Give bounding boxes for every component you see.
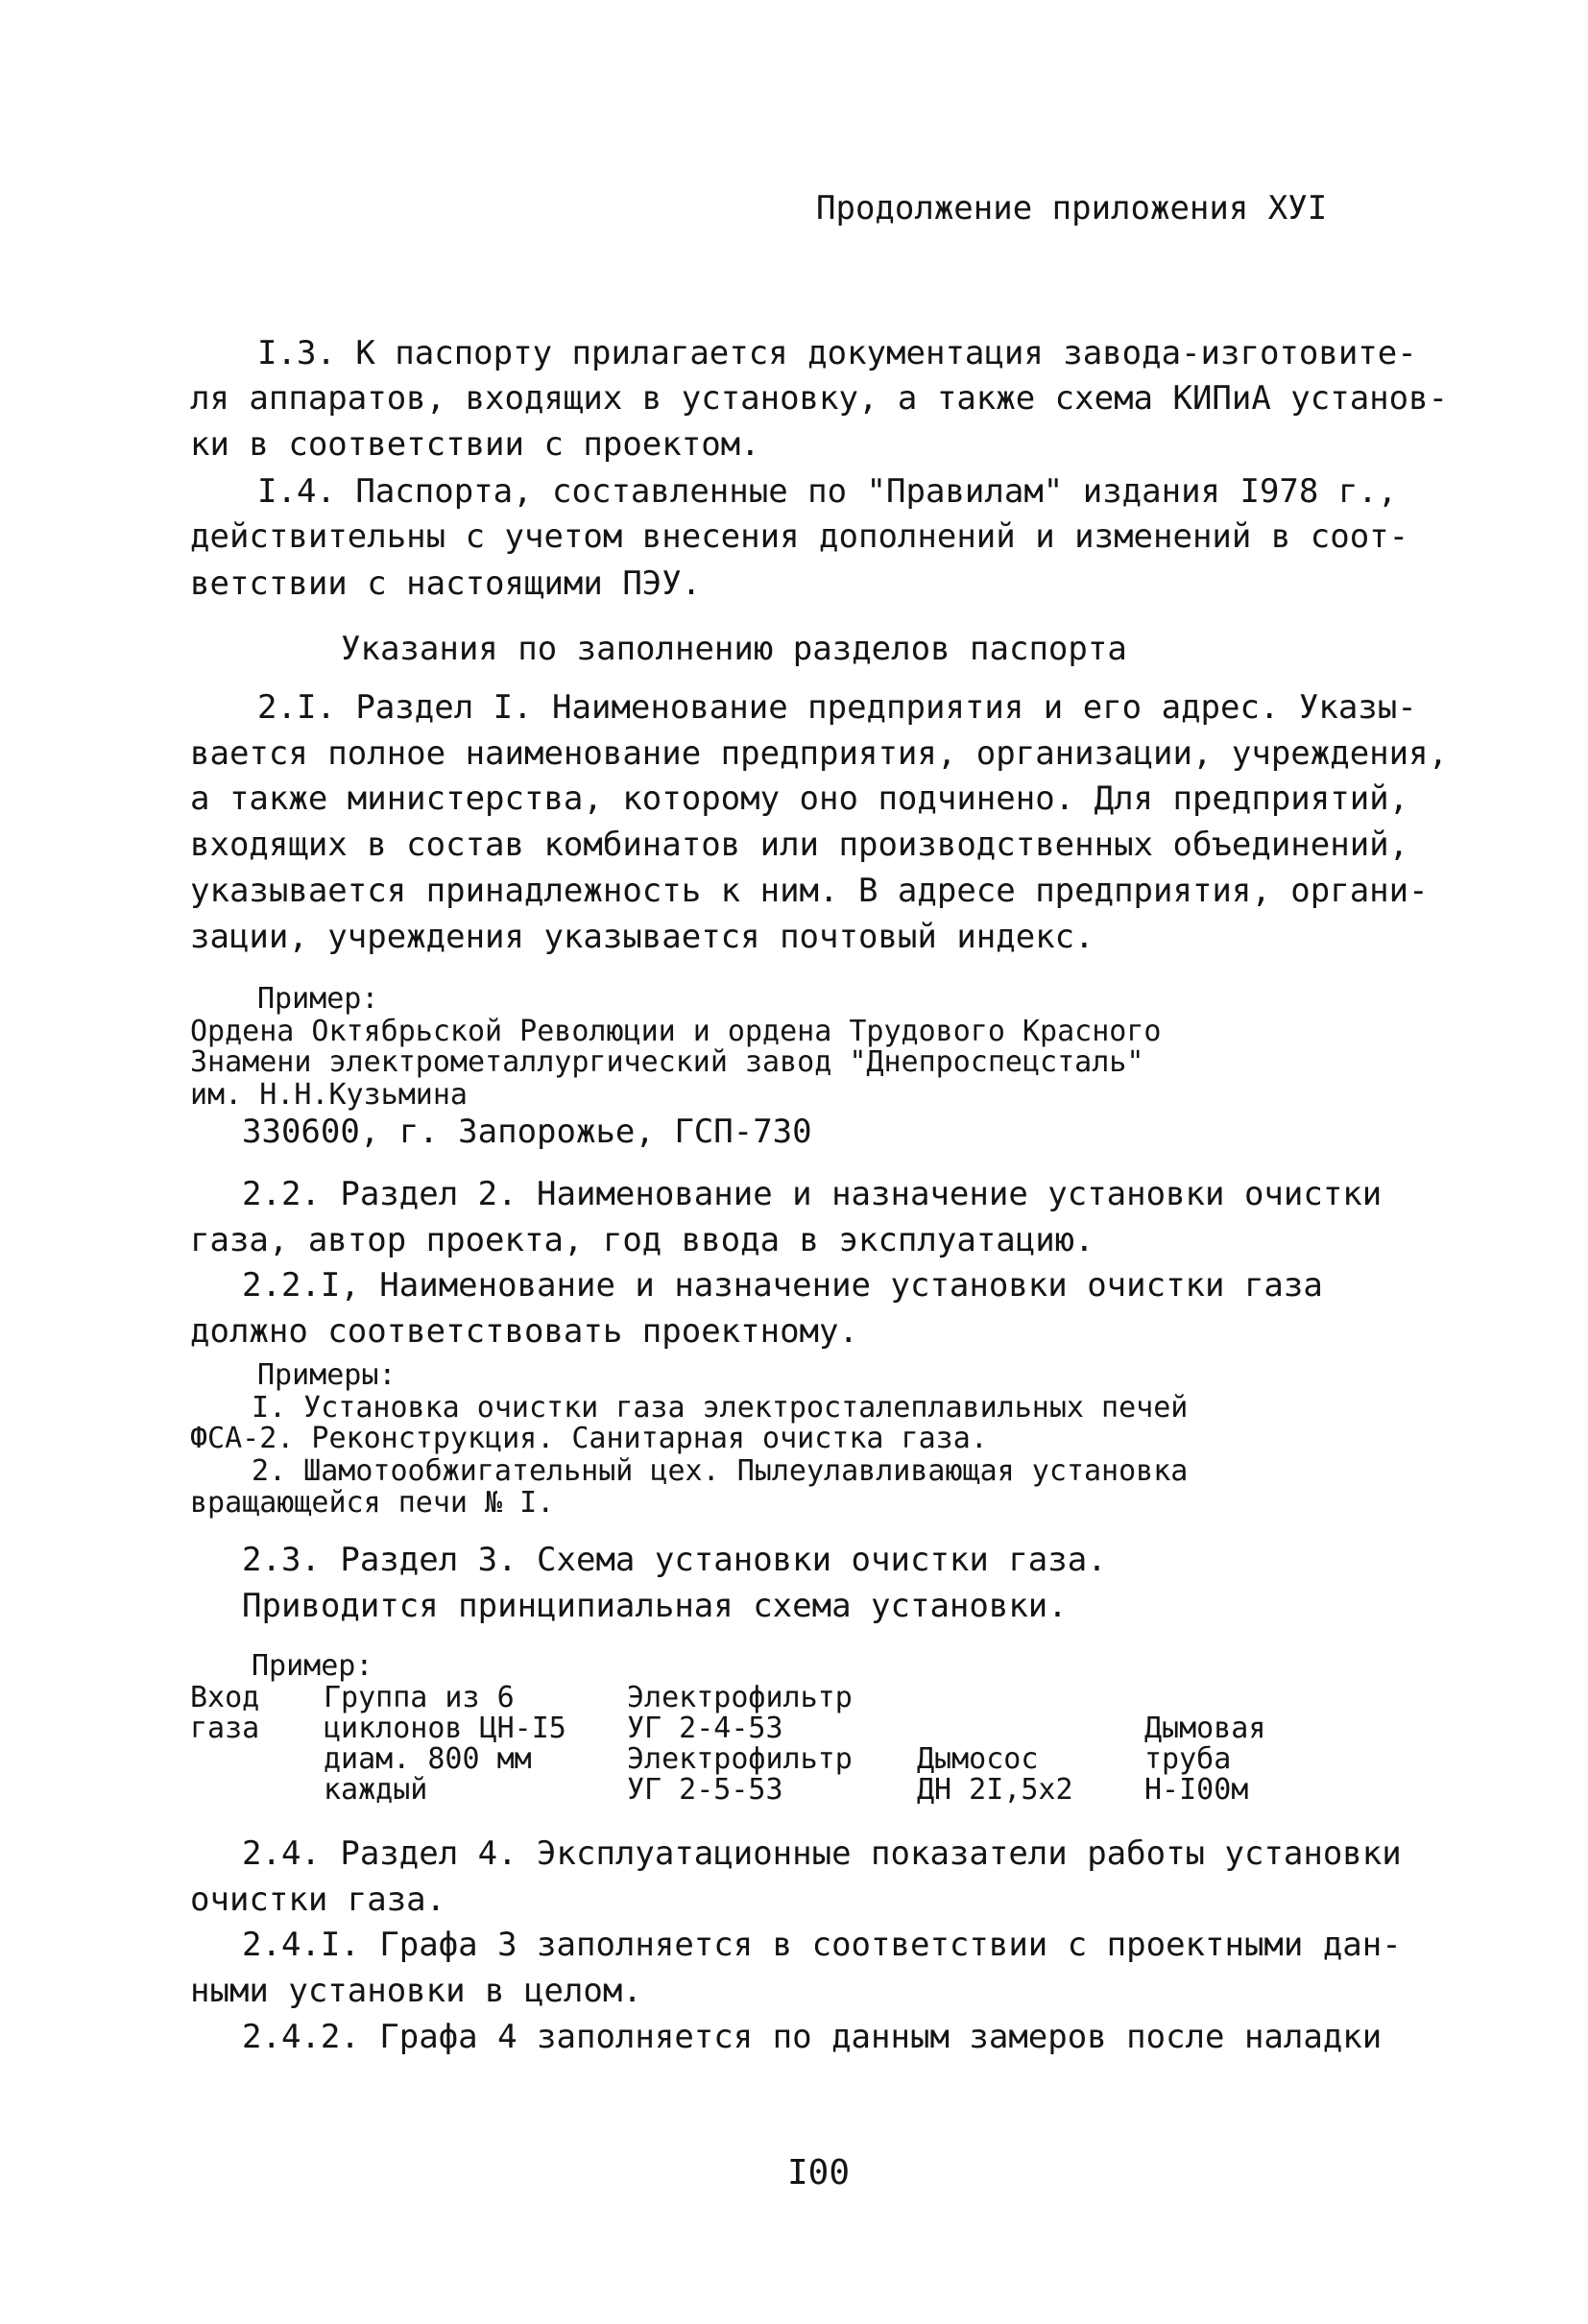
paragraph-line: вается полное наименование предприятия, организации, учреждения, [190,734,1449,773]
paragraph-line: I.4. Паспорта, составленные по "Правилам" издания I978 г., [257,472,1398,511]
example-label: Пример: [257,982,379,1016]
paragraph-line: указывается принадлежность к ним. В адресе предприятия, органи- [190,872,1429,910]
paragraph-line: 2.4.I. Графа 3 заполняется в соответствии с проектными дан- [242,1926,1402,1964]
scheme-cell: Н-I00м [1144,1773,1249,1807]
scheme-cell: Дымосос [917,1742,1039,1776]
paragraph-line: должно соответствовать проектному. [190,1312,858,1351]
scheme-cell: газа [190,1712,260,1745]
scheme-cell: каждый [324,1773,428,1807]
paragraph-line: 2.3. Раздел 3. Схема установки очистки газа. [242,1541,1107,1579]
example-line: им. Н.Н.Кузьмина [190,1078,468,1112]
scheme-cell: УГ 2-4-53 [627,1712,783,1745]
paragraph-line: ными установки в целом. [190,1972,642,2010]
scheme-cell: ДН 2I,5х2 [917,1773,1073,1807]
paragraph-line: а также министерства, которому оно подчинено. Для предприятий, [190,779,1409,818]
scheme-cell: Электрофильтр [627,1681,853,1714]
paragraph-line: ля аппаратов, входящих в установку, а также схема КИПиА установ- [190,379,1449,418]
section-heading: Указания по заполнению разделов паспорта [341,630,1127,668]
scheme-cell: Электрофильтр [627,1742,853,1776]
example-label: Примеры: [257,1358,397,1392]
page-header: Продолжение приложения ХУI [816,189,1328,228]
paragraph-line: I.3. К паспорту прилагается документация завода-изготовите- [257,334,1417,372]
scheme-cell: Вход [190,1681,260,1714]
paragraph-line: 2.I. Раздел I. Наименование предприятия и его адрес. Указы- [257,688,1417,727]
paragraph-line: действительны с учетом внесения дополнений и изменений в соот- [190,517,1409,556]
paragraph-line: зации, учреждения указывается почтовый индекс. [190,918,1095,956]
paragraph-line: газа, автор проекта, год ввода в эксплуатацию. [190,1221,1095,1259]
paragraph-line: 2.4.2. Графа 4 заполняется по данным замеров после наладки [242,2018,1383,2056]
paragraph-line: 2.4. Раздел 4. Эксплуатационные показатели работы установки [242,1834,1402,1873]
scheme-cell: Группа из 6 [324,1681,515,1714]
page-number: I00 [787,2153,851,2192]
scheme-cell: Дымовая [1144,1712,1266,1745]
address-line: 330600, г. Запорожье, ГСП-730 [242,1113,812,1151]
example-line: вращающейся печи № I. [190,1486,555,1520]
paragraph-line: 2.2.I, Наименование и назначение установки очистки газа [242,1266,1323,1305]
paragraph-line: очистки газа. [190,1881,446,1919]
paragraph-line: Приводится принципиальная схема установки. [242,1587,1068,1625]
scheme-cell: диам. 800 мм [324,1742,532,1776]
scheme-cell: труба [1144,1742,1232,1776]
example-line: I. Установка очистки газа электросталеплавильных печей [252,1391,1189,1425]
paragraph-line: ветствии с настоящими ПЭУ. [190,564,702,603]
paragraph-line: ки в соответствии с проектом. [190,425,760,464]
scheme-cell: циклонов ЦН-I5 [324,1712,566,1745]
paragraph-line: 2.2. Раздел 2. Наименование и назначение установки очистки [242,1175,1383,1213]
example-line: 2. Шамотообжигательный цех. Пылеулавливающая установка [252,1454,1189,1488]
example-line: Знамени электрометаллургический завод "Днепроспецсталь" [190,1045,1144,1079]
scheme-cell: УГ 2-5-53 [627,1773,783,1807]
paragraph-line: входящих в состав комбинатов или производственных объединений, [190,826,1409,864]
example-line: Ордена Октябрьской Революции и ордена Трудового Красного [190,1015,1162,1048]
scheme-label: Пример: [252,1649,373,1683]
example-line: ФСА-2. Реконструкция. Санитарная очистка газа. [190,1422,988,1455]
